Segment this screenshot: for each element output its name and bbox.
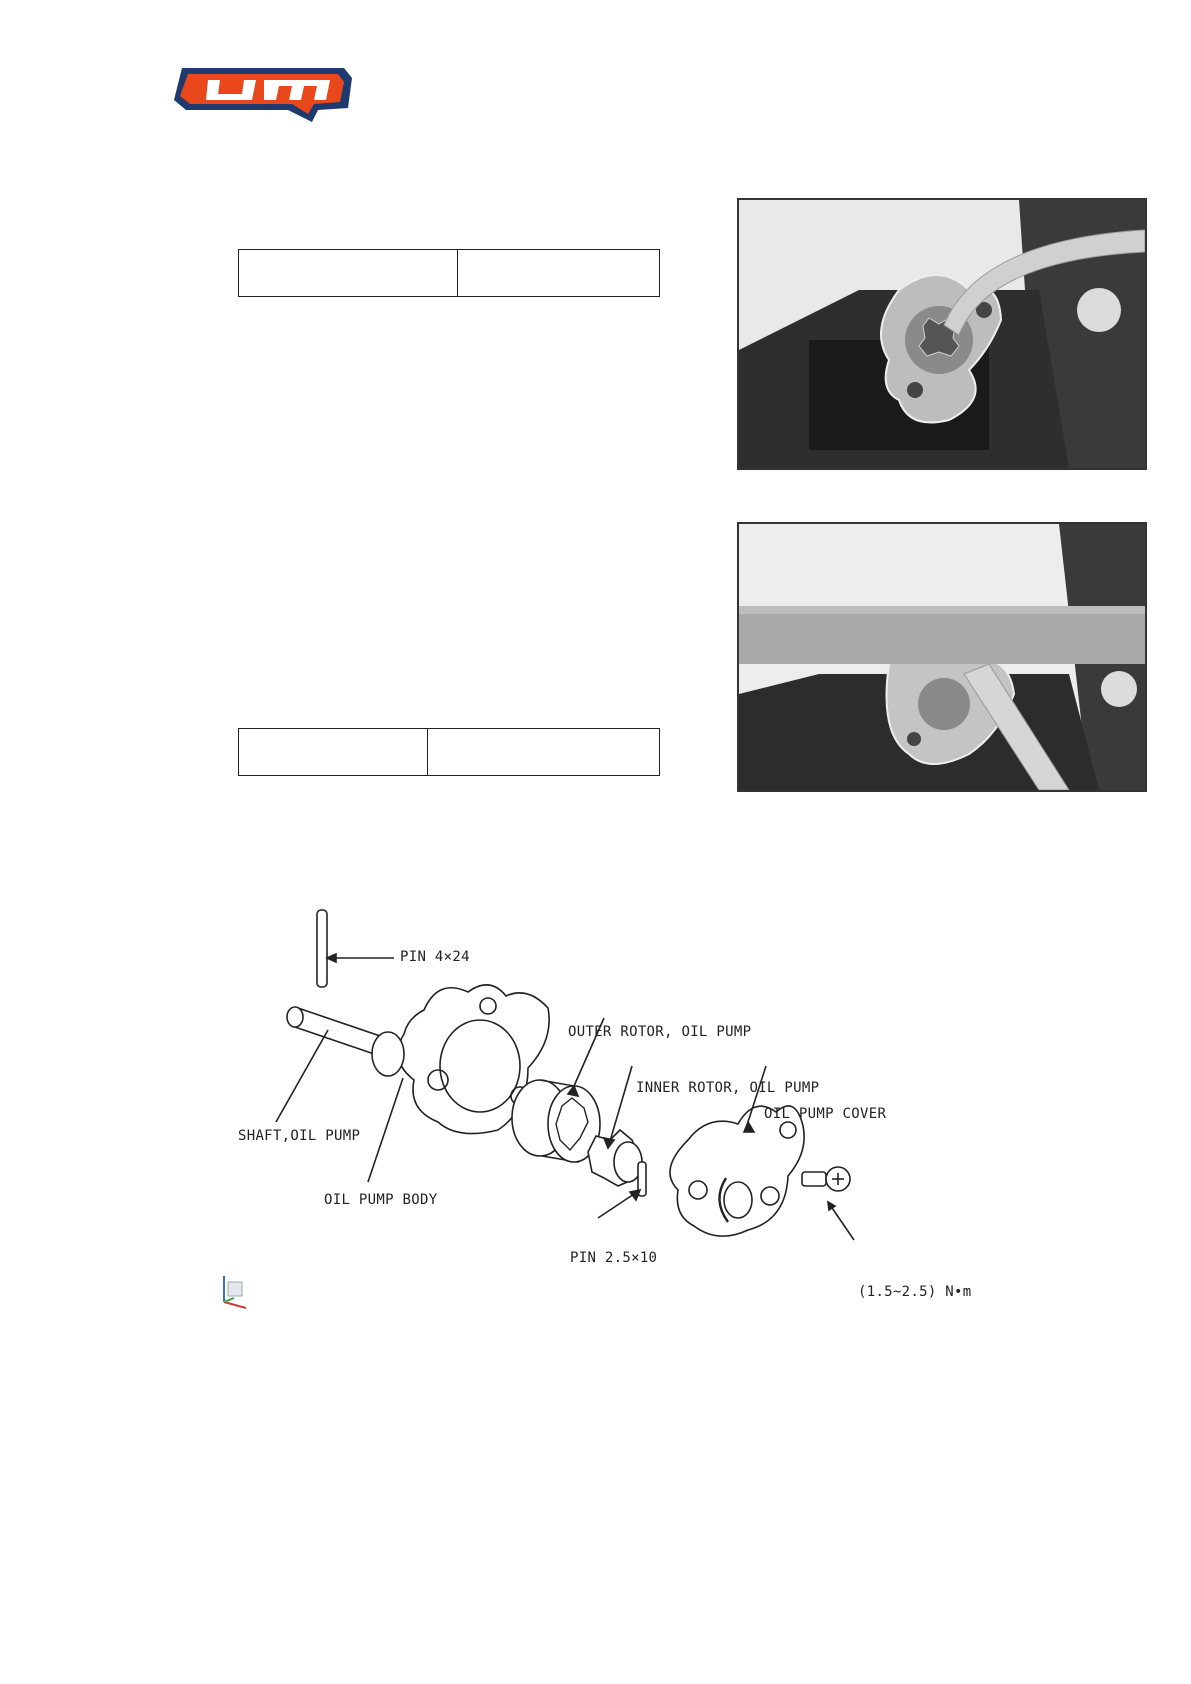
- spec-table-1-label-cell: [239, 250, 458, 297]
- spec-table-2-value-cell: [428, 729, 660, 776]
- photo-end-clearance: [737, 522, 1147, 792]
- spec-table-1: [238, 249, 660, 297]
- photo-tip-clearance: [737, 198, 1147, 470]
- label-torque: (1.5~2.5) N•m: [858, 1284, 972, 1300]
- pump-body-part: [368, 985, 549, 1182]
- label-oil-pump-body: OIL PUMP BODY: [324, 1192, 438, 1208]
- label-outer-rotor: OUTER ROTOR, OIL PUMP: [568, 1024, 752, 1040]
- pin-4x24-part: [317, 910, 394, 987]
- label-inner-rotor: INNER ROTOR, OIL PUMP: [636, 1080, 820, 1096]
- label-pin-4x24: PIN 4×24: [400, 949, 470, 965]
- axis-icon: [218, 1272, 252, 1312]
- oil-pump-exploded-diagram: [228, 900, 1028, 1320]
- label-shaft: SHAFT,OIL PUMP: [238, 1128, 361, 1144]
- spec-table-2-label-cell: [239, 729, 428, 776]
- screw-part: [802, 1167, 854, 1240]
- label-pin-2-5x10: PIN 2.5×10: [570, 1250, 658, 1266]
- label-oil-pump-cover: OIL PUMP COVER: [764, 1106, 887, 1122]
- spec-table-2: [238, 728, 660, 776]
- spec-table-1-value-cell: [458, 250, 660, 297]
- brand-logo: [168, 60, 358, 126]
